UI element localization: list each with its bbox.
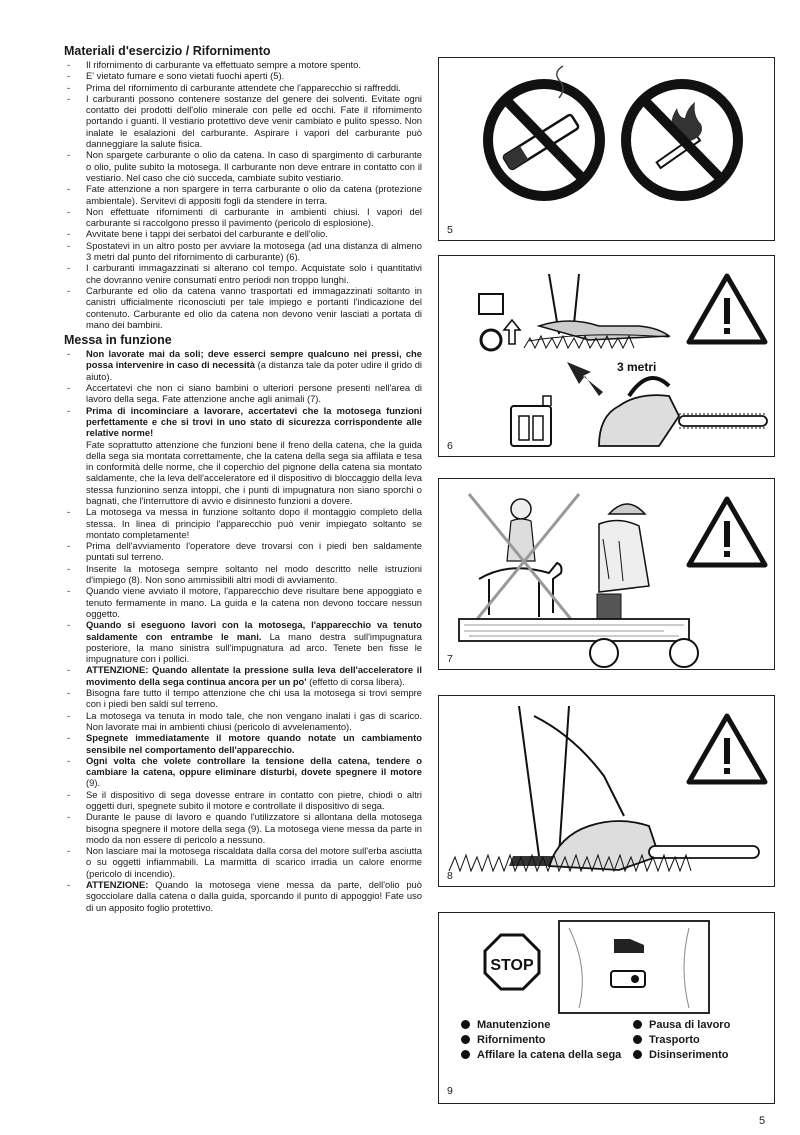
list-item: - Durante le pause di lavoro e quando l'utilizzatore si allontana della motosega bisogna spegnere il motore della sega (9). La motosega viene messa da parte in modo da non essere di pericolo a nessuno. xyxy=(64,811,422,845)
bold-text: Ogni volta che volete controllare la tensione della catena, tendere o cambiare la catena, oppure eliminare disturbi, dovete spegnere il motore xyxy=(86,754,422,778)
bullet-icon xyxy=(633,1020,642,1029)
list-item xyxy=(64,405,422,507)
stop-switch-icon xyxy=(611,971,645,987)
list-item: - Carburante ed olio da catena vanno trasportati ed immagazzinati soltanto in canistri ufficialmente riconosciuti per tale impiego e portanti l'indicazione del contenuto. Carburante ed olio da catena non devono venir lasciati a portata di mano dei bambini. xyxy=(64,285,422,330)
list-item: - Fate attenzione a non spargere in terra carburante o olio da catena (protezione ambientale). Servitevi di appositi fogli da stendere in terra. xyxy=(64,183,422,206)
list-item: - Se il dispositivo di sega dovesse entrare in contatto con pietre, chiodi o altri oggetti duri, spegnete subito il motore e controllate il dispositivo di sega. xyxy=(64,789,422,812)
warning-icon xyxy=(689,276,765,342)
arrow-icon xyxy=(567,362,603,396)
legend-row xyxy=(461,1018,773,1033)
text: La mano destra sull'impugnatura posteriore, la mano sinistra sull'impugnatura ad arco. Tenete ben fisse le impugnature con i pollici. xyxy=(86,630,422,665)
list-item xyxy=(64,664,422,687)
chainsaw-illustration xyxy=(599,378,767,446)
figure-number: 9 xyxy=(447,1085,453,1097)
legend-row xyxy=(461,1048,773,1063)
starting-chainsaw-illustration xyxy=(439,696,774,886)
list-item: - Accertatevi che non ci siano bambini o ulteriori persone presenti nell'area di lavoro della sega. Fate attenzione anche agli animali (7). xyxy=(64,382,422,405)
legend xyxy=(461,1018,773,1063)
legend-row xyxy=(461,1033,773,1048)
text-column xyxy=(64,44,422,913)
no-smoking-icon xyxy=(488,66,600,196)
list-item: - Prima del rifornimento di carburante attendete che l'apparecchio si raffreddi. xyxy=(64,82,422,93)
bold-text: Non lavorate mai da soli; deve esserci sempre qualcuno nei pressi, che possa intervenire in caso di necessità xyxy=(86,348,422,371)
rifornimento-list xyxy=(64,59,422,330)
text: Fate soprattutto attenzione che funzioni bene il freno della catena, che la guida della sega sia montata correttamente, che la catena della sega sia affilata e tesa in conformità delle norme, che il coperchio del pignone della catena sia montato saldamente, che la leva dell'acceleratore ed il dispositivo di bloccaggio della leva stessa funzionino senza intoppi, che i punti di impugnatura non siano sporchi o bagnati, che l'interruttore di avvio e disinnesto funzioni a dovere. xyxy=(86,438,422,506)
bold-text: ATTENZIONE: xyxy=(86,879,149,891)
bullet-icon xyxy=(633,1035,642,1044)
list-item: - Il rifornimento di carburante va effettuato sempre a motore spento. xyxy=(64,59,422,70)
bold-text: Prima di incominciare a lavorare, accertatevi che la motosega funzioni perfettamente e che si trovi in uno stato di sicurezza corrispondente alle relative norme! xyxy=(86,404,422,439)
list-item: - I carburanti immagazzinati si alterano col tempo. Acquistate solo i quantitativi che dovranno venire consumati entro periodi non troppo lunghi. xyxy=(64,262,422,285)
list-item: - Non spargete carburante o olio da catena. In caso di spargimento di carburante o olio, pulite subito la motosega. Il carburante non deve entrare in contatto con il vestiario. Nel caso che ciò succeda, cambiate subito vestiario. xyxy=(64,149,422,183)
list-item: - Avvitate bene i tappi dei serbatoi del carburante e dell'olio. xyxy=(64,228,422,239)
stop-sign-icon xyxy=(485,935,539,989)
legend-item: Pausa di lavoro xyxy=(649,1019,731,1031)
no-smoking-no-fire-illustration xyxy=(439,58,774,240)
list-item: - Quando viene avviato il motore, l'apparecchio deve risultare bene appoggiato e tenuto fermamente in mano. La guida e la catena non devono toccare nessun oggetto. xyxy=(64,585,422,619)
fuel-cap-icon xyxy=(479,294,520,350)
list-item: - Non lasciare mai la motosega riscaldata dalla corsa del motore sull'erba asciutta o su oggetti infiammabili. La marmitta di scarico irradia un calore enorme (pericolo di incendio). xyxy=(64,845,422,879)
list-item: - Prima dell'avviamento l'operatore deve trovarsi con i piedi ben saldamente puntati sul terreno. xyxy=(64,540,422,563)
text: (a distanza tale da poter udire il grido di aiuto). xyxy=(86,359,422,382)
bold-text: Spegnete immediatamente il motore quando notate un cambiamento sensibile nel comportamento dell'apparecchio. xyxy=(86,732,422,755)
child-and-dog xyxy=(469,494,579,629)
legend-item: Trasporto xyxy=(649,1034,700,1046)
stop-label: STOP xyxy=(490,957,534,974)
warning-icon xyxy=(689,716,765,782)
legend-item: Rifornimento xyxy=(477,1034,546,1046)
list-item: - E' vietato fumare e sono vietati fuochi aperti (5). xyxy=(64,70,422,81)
list-item xyxy=(64,732,422,755)
list-item xyxy=(64,348,422,382)
legend-item: Manutenzione xyxy=(477,1019,551,1031)
list-item xyxy=(64,755,422,789)
text: (effetto di corsa libera). xyxy=(306,675,405,687)
list-item: - Bisogna fare tutto il tempo attenzione che chi usa la motosega si trovi sempre con i piedi ben saldi sul terreno. xyxy=(64,687,422,710)
section-title-rifornimento: Materiali d'esercizio / Rifornimento xyxy=(64,44,271,58)
list-item: - Non effettuate rifornimenti di carburante in ambienti chiusi. I vapori del carburante si raccolgono presso il pavimento (pericolo di esplosione). xyxy=(64,206,422,229)
list-item xyxy=(64,619,422,664)
section-title-messa-in-funzione: Messa in funzione xyxy=(64,333,172,348)
bullet-icon xyxy=(461,1050,470,1059)
bold-text: Quando si eseguono lavori con la motosega, l'apparecchio va tenuto saldamente con entrambe le mani. xyxy=(86,619,422,642)
page-number: 5 xyxy=(759,1115,766,1127)
bold-text: ATTENZIONE: Quando allentate la pressione sulla leva dell'acceleratore il movimento della sega continua ancora per un po' xyxy=(86,664,422,687)
list-item: - Spostatevi in un altro posto per avviare la motosega (ad una distanza di almeno 3 metri dal punto del rifornimento di carburante) (6). xyxy=(64,240,422,263)
figure-number: 5 xyxy=(447,224,453,236)
legend-item: Disinserimento xyxy=(649,1049,729,1061)
figure-5-panel xyxy=(438,57,775,241)
bystanders-illustration xyxy=(439,479,774,669)
distance-label: 3 metri xyxy=(617,360,657,374)
stop-engine-illustration xyxy=(439,913,774,1018)
refuel-distance-illustration xyxy=(439,256,774,456)
figure-8-panel xyxy=(438,695,775,887)
warning-icon xyxy=(689,499,765,565)
bullet-icon xyxy=(461,1035,470,1044)
bullet-icon xyxy=(633,1050,642,1059)
operator-refueling xyxy=(524,274,669,348)
figure-number: 7 xyxy=(447,653,453,665)
list-item: - I carburanti possono contenere sostanze del genere dei solventi. Evitate ogni contatto dei prodotti dell'olio minerale con pelle ed occhi. Fate il rifornimento portando i guanti. Il vestiario protettivo deve venir cambiato e pulito spesso. Non inalate le esalazioni del carburante. Aspirare i vapori del carburante può danneggiare la salute fisica. xyxy=(64,93,422,149)
figure-9-panel xyxy=(438,912,775,1104)
figure-7-panel xyxy=(438,478,775,670)
list-item: - Inserite la motosega sempre soltanto nel modo descritto nelle istruzioni d'impiego (8). Non sono ammissibili altri modi di avviamento. xyxy=(64,563,422,586)
text: (9). xyxy=(86,777,101,789)
log-illustration xyxy=(459,619,698,667)
messa-in-funzione-list xyxy=(64,348,422,913)
list-item: - La motosega va tenuta in modo tale, che non vengano inalati i gas di scarico. Non lavorate mai in ambienti chiusi (pericolo di avvelenamento). xyxy=(64,710,422,733)
figure-6-panel xyxy=(438,255,775,457)
bullet-icon xyxy=(461,1020,470,1029)
figure-number: 8 xyxy=(447,870,453,882)
text: Quando la motosega viene messa da parte, dell'olio può sgocciolare dalla catena o dalla guida, sporcando il punto di appoggio! Fate uso di un apposito foglio protettivo. xyxy=(86,879,422,913)
list-item xyxy=(64,879,422,913)
fuel-canister-icon xyxy=(511,396,551,446)
chainsaw-illustration xyxy=(549,821,759,870)
operator-with-chainsaw xyxy=(597,504,649,622)
figure-number: 6 xyxy=(447,440,453,452)
list-item: - La motosega va messa in funzione soltanto dopo il montaggio completo della stessa. In linea di principio l'apparecchio può venir impiegato soltanto se montato completamente! xyxy=(64,506,422,540)
legend-item: Affilare la catena della sega xyxy=(477,1049,622,1061)
no-open-flame-icon xyxy=(626,84,738,196)
